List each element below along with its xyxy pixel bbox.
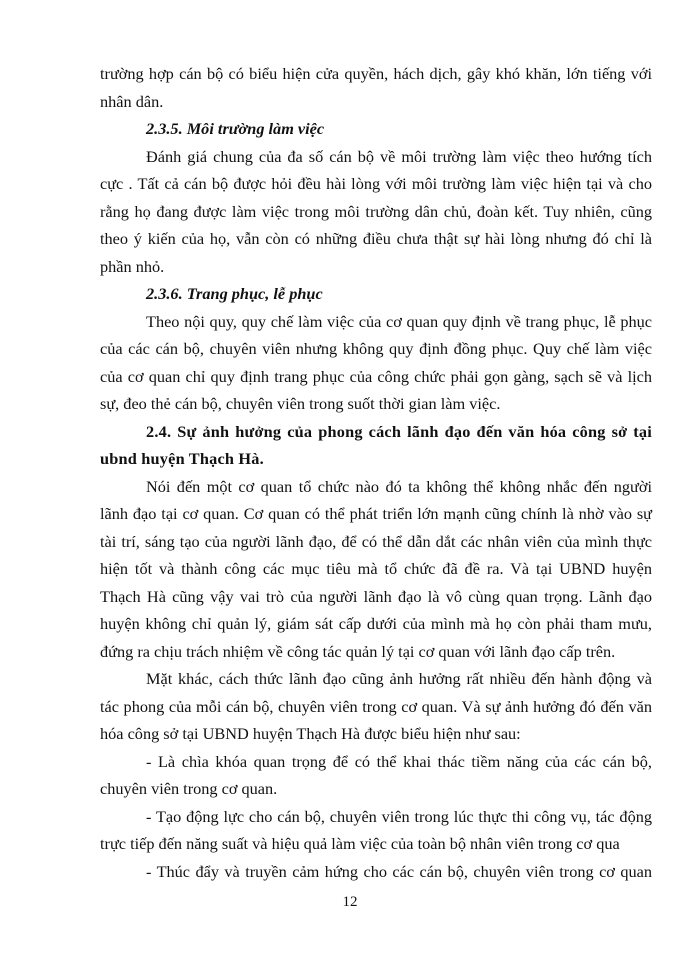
- section-heading-line: 2.4. Sự ảnh hưởng của phong cách lãnh đạo đến văn hóa công sở tại: [146, 421, 652, 441]
- page-number: 12: [342, 894, 358, 910]
- bullet-item-line: chuyên viên trong cơ quan.: [100, 779, 278, 798]
- paragraph-line: Thạch Hà cũng vậy vai trò của người lãnh đạo là vô cùng quan trọng. Lãnh đạo: [100, 586, 652, 606]
- bullet-item-line: - Thúc đẩy và truyền cảm hứng cho các cán bộ, chuyên viên trong cơ quan: [146, 861, 652, 881]
- paragraph-line: phần nhỏ.: [100, 256, 165, 276]
- section-heading-line: 2.3.5. Môi trường làm việc: [146, 119, 325, 138]
- paragraph-line: cực . Tất cả cán bộ được hỏi đều hài lòng với môi trường làm việc hiện tại và cho: [100, 174, 652, 193]
- paragraph-line: sự, đeo thẻ cán bộ, chuyên viên trong suốt thời gian làm việc.: [100, 394, 501, 413]
- bullet-item-line: - Tạo động lực cho cán bộ, chuyên viên trong lúc thực thi công vụ, tác động: [146, 806, 652, 826]
- paragraph-line: Nói đến một cơ quan tổ chức nào đó ta không thể không nhắc đến người: [146, 476, 652, 496]
- paragraph-line: tài trí, sáng tạo của người lãnh đạo, để có thể dẫn dắt các nhân viên của mình thực: [100, 531, 652, 551]
- paragraph-line: tác phong của mỗi cán bộ, chuyên viên trong cơ quan. Và sự ảnh hưởng đó đến văn: [100, 696, 652, 716]
- paragraph-line: hóa công sở tại UBND huyện Thạch Hà được biểu hiện như sau:: [100, 724, 521, 743]
- paragraph-line: nhân dân.: [100, 91, 164, 111]
- paragraph-line: lãnh đạo tại cơ quan. Cơ quan có thể phát triển lớn mạnh cũng chính là nhờ vào sự: [100, 504, 652, 523]
- paragraph-line: trường hợp cán bộ có biểu hiện cửa quyền, hách dịch, gây khó khăn, lớn tiếng với: [100, 64, 652, 83]
- section-heading-line: ubnd huyện Thạch Hà.: [100, 449, 264, 468]
- paragraph-line: của các cán bộ, chuyên viên nhưng không quy định đồng phục. Quy chế làm việc: [100, 339, 652, 358]
- bullet-item-line: - Là chìa khóa quan trọng để có thể khai thác tiềm năng của các cán bộ,: [146, 751, 652, 771]
- section-heading-line: 2.3.6. Trang phục, lễ phục: [146, 284, 323, 303]
- paragraph-line: theo ý kiến của họ, vẫn còn có những điều chưa thật sự hài lòng nhưng đó chỉ là: [100, 229, 652, 248]
- paragraph-line: rằng họ đang được làm việc trong môi trường dân chủ, đoàn kết. Tuy nhiên, cũng: [100, 201, 652, 221]
- paragraph-line: của cơ quan chỉ quy định trang phục của công chức phải gọn gàng, sạch sẽ và lịch: [100, 366, 652, 386]
- paragraph-line: hiện tốt và thành công các mục tiêu mà tổ chức đã đề ra. Và tại UBND huyện: [100, 559, 652, 578]
- paragraph-line: huyện không chỉ quản lý, giám sát cấp dưới của mình mà họ còn phải tham mưu,: [100, 614, 652, 633]
- paragraph-line: Đánh giá chung của đa số cán bộ về môi trường làm việc theo hướng tích: [146, 146, 652, 166]
- paragraph-line: Theo nội quy, quy chế làm việc của cơ quan quy định về trang phục, lễ phục: [146, 311, 652, 331]
- paragraph-line: đứng ra chịu trách nhiệm về công tác quản lý tại cơ quan với lãnh đạo cấp trên.: [100, 641, 616, 661]
- bullet-item-line: trực tiếp đến năng suất và hiệu quả làm việc của toàn bộ nhân viên trong cơ qua: [100, 834, 620, 853]
- paragraph-line: Mặt khác, cách thức lãnh đạo cũng ảnh hưởng rất nhiều đến hành động và: [146, 669, 652, 688]
